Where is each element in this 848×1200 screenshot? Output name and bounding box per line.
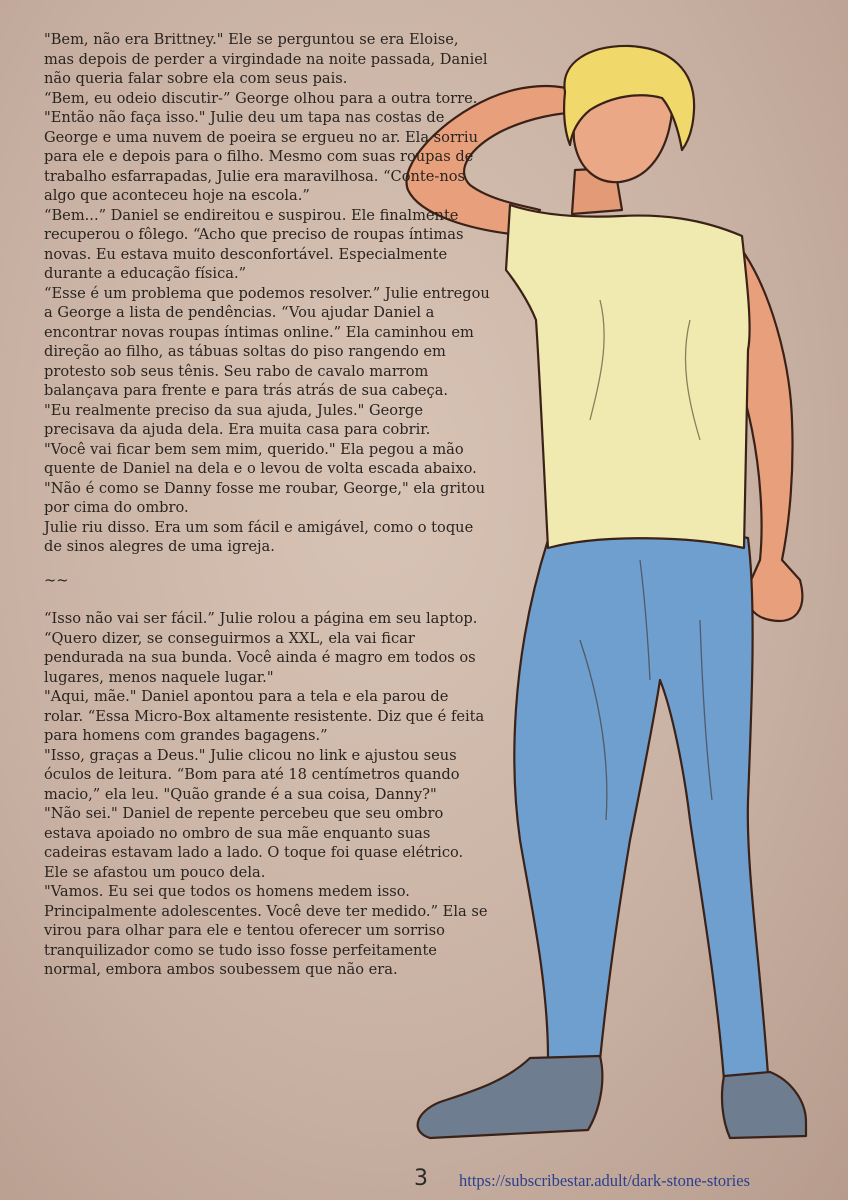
section-separator: ~~ bbox=[44, 571, 69, 589]
paragraph: Julie riu disso. Era um som fácil e amigável, como o toque de sinos alegres de uma igreja. bbox=[44, 518, 474, 555]
paragraph: “Isso não vai ser fácil.” Julie rolou a página em seu laptop. “Quero dizer, se conseguirmos a XXL, ela vai ficar pendurada na sua bunda. Você ainda é magro em todos os lugares, menos naquele lugar." bbox=[44, 610, 478, 686]
paragraph: “Bem, eu odeio discutir-” George olhou para a outra torre. bbox=[44, 89, 478, 107]
left-shoe bbox=[418, 1056, 603, 1138]
paragraph: "Então não faça isso." Julie deu um tapa nas costas de George e uma nuvem de poeira se ergueu no ar. Ela sorriu para ele e depois para o filho. Mesmo com suas roupas de trabalho esfarrapadas, Julie era maravilhosa. “Conte-nos algo que aconteceu hoje na escola.” bbox=[44, 109, 478, 204]
subscribestar-link[interactable]: https://subscribestar.adult/dark-stone-stories bbox=[459, 1171, 750, 1190]
paragraph: "Não sei." Daniel de repente percebeu que seu ombro estava apoiado no ombro de sua mãe enquanto suas cadeiras estavam lado a lado. O toque foi quase elétrico. Ele se afastou um pouco dela. bbox=[44, 805, 464, 881]
paragraph: “Esse é um problema que podemos resolver.” Julie entregou a George a lista de pendências. “Vou ajudar Daniel a encontrar novas roupas íntimas online.” Ela caminhou em direção ao filho, as tábuas soltas do piso rangendo em protesto sob seus tênis. Seu rabo de cavalo marrom balançava para frente e para trás atrás de sua cabeça. bbox=[44, 284, 490, 399]
page-number: 3 bbox=[414, 1166, 428, 1191]
paragraph: "Bem, não era Brittney." Ele se perguntou se era Eloise, mas depois de perder a virgindade na noite passada, Daniel não queria falar sobre ela com seus pais. bbox=[44, 31, 488, 87]
paragraph: "Você vai ficar bem sem mim, querido." Ela pegou a mão quente de Daniel na dela e o levou de volta escada abaixo. "Não é como se Danny fosse me roubar, George," ela gritou por cima do ombro. bbox=[44, 440, 486, 516]
paragraph: “Bem...” Daniel se endireitou e suspirou. Ele finalmente recuperou o fôlego. “Acho que preciso de roupas íntimas novas. Eu estava muito desconfortável. Especialmente durante a educação física.” bbox=[44, 206, 464, 282]
paragraph: "Aqui, mãe." Daniel apontou para a tela e ela parou de rolar. “Essa Micro-Box altamente resistente. Diz que é feita para homens com grandes bagagens.” bbox=[44, 688, 485, 744]
right-shoe bbox=[722, 1072, 806, 1138]
jeans bbox=[514, 530, 768, 1080]
paragraph: "Isso, graças a Deus." Julie clicou no link e ajustou seus óculos de leitura. “Bom para até 18 centímetros quando macio,” ela leu. "Quão grande é a sua coisa, Danny?" bbox=[44, 746, 460, 803]
paragraph: "Vamos. Eu sei que todos os homens medem isso. Principalmente adolescentes. Você deve ter medido.” Ela se virou para olhar para ele e tentou oferecer um sorriso tranquilizador como se tudo isso fosse perfeitamente normal, embora ambos soubessem que não era. bbox=[44, 883, 488, 978]
shirt bbox=[506, 205, 750, 548]
story-text bbox=[44, 30, 490, 980]
paragraph: "Eu realmente preciso da sua ajuda, Jules." George precisava da ajuda dela. Era muita casa para cobrir. bbox=[44, 401, 431, 438]
